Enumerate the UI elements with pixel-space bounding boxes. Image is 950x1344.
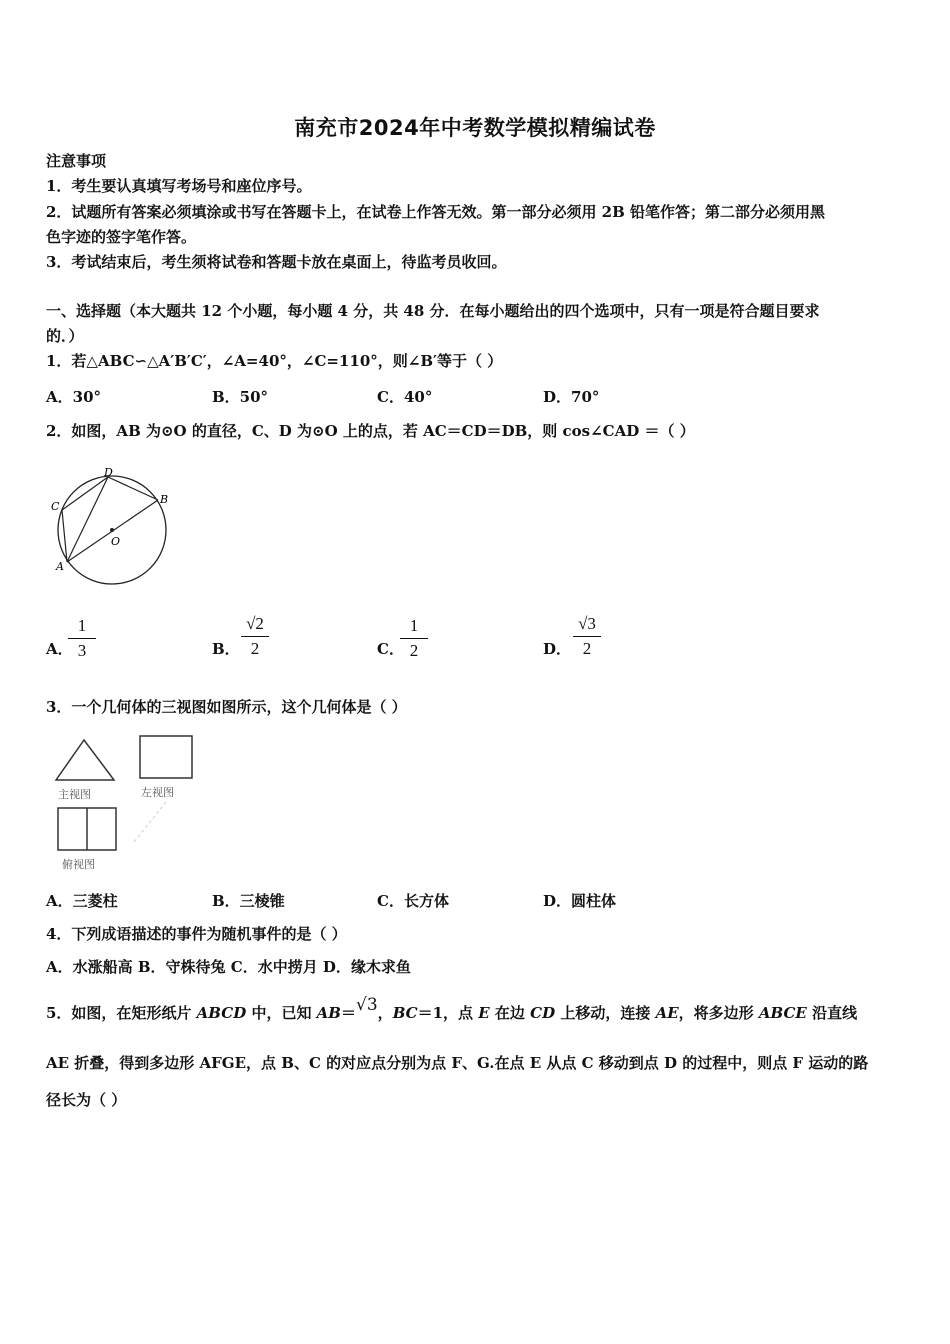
side-view-rectangle xyxy=(140,736,192,778)
question-5-line-1 xyxy=(46,995,858,1024)
question-3-stem: 3．一个几何体的三视图如图所示，这个几何体是（ ） xyxy=(46,698,407,716)
q2-option-b-fraction xyxy=(241,614,269,659)
q5-text: 中，已知 xyxy=(246,1004,317,1022)
label-a: A xyxy=(56,560,64,573)
notice-item: 色字迹的签字笔作答。 xyxy=(46,228,197,246)
q2-circle-figure xyxy=(46,458,176,593)
q5-var-cd: CD xyxy=(530,1004,556,1022)
q1-option-c: C．40° xyxy=(377,388,433,406)
q5-text: 上移动，连接 xyxy=(555,1004,656,1022)
label-b: B xyxy=(160,493,169,506)
section-heading-cont: 的．） xyxy=(46,327,84,345)
q2-option-c-label: C． xyxy=(377,640,404,658)
question-5-line-2: AE 折叠，得到多边形 AFGE，点 B、C 的对应点分别为点 F、G.在点 E 从点 C 移动到点 D 的过程中，则点 F 运动的路 xyxy=(46,1054,869,1072)
q3-three-views-figure xyxy=(48,730,208,875)
notice-item: 2．试题所有答案必须填涂或书写在答题卡上，在试卷上作答无效。第一部分必须用 2B 铅笔作答；第二部分必须用黑 xyxy=(46,203,826,221)
q5-text: 沿直线 xyxy=(806,1004,858,1022)
q5-var-ab: AB xyxy=(316,1004,341,1022)
denominator: 2 xyxy=(409,641,419,660)
section-heading: 一、选择题（本大题共 12 个小题，每小题 4 分，共 48 分．在每小题给出的四个选项中，只有一项是符合题目要求 xyxy=(46,302,820,320)
q2-option-a-label: A． xyxy=(46,640,73,658)
notice-item: 3．考试结束后，考生须将试卷和答题卡放在桌面上，待监考员收回。 xyxy=(46,253,507,271)
numerator: 1 xyxy=(409,616,419,635)
q2-option-b-label: B． xyxy=(212,640,240,658)
q5-var-ae: AE xyxy=(655,1004,679,1022)
numerator: 1 xyxy=(77,616,87,635)
question-1-stem: 1．若△ABC∽△A′B′C′，∠A=40°，∠C=110°，则∠B′等于（ ） xyxy=(46,352,503,370)
q5-text: ， xyxy=(377,1004,393,1022)
numerator: √3 xyxy=(578,614,596,633)
q3-option-a: A．三菱柱 xyxy=(46,892,118,910)
denominator: 2 xyxy=(582,639,592,658)
numerator: √2 xyxy=(246,614,264,633)
q5-var-abce: ABCE xyxy=(758,1004,807,1022)
q2-option-a-fraction xyxy=(68,616,96,661)
label-c: C xyxy=(51,500,60,513)
front-view-label: 主视图 xyxy=(58,788,91,801)
label-d: D xyxy=(104,466,113,479)
q2-option-d-fraction xyxy=(573,614,601,659)
denominator: 3 xyxy=(77,641,87,660)
q5-text: ，将多边形 xyxy=(678,1004,759,1022)
q4-options: A．水涨船高 B．守株待兔 C．水中捞月 D．缘木求鱼 xyxy=(46,958,411,976)
front-view-triangle xyxy=(56,740,114,780)
q5-text: ＝ xyxy=(341,1004,357,1022)
q2-option-c-fraction xyxy=(400,616,428,661)
top-view-label: 俯视图 xyxy=(62,858,95,871)
q5-text: 在边 xyxy=(489,1004,531,1022)
q5-text: 5．如图，在矩形纸片 xyxy=(46,1004,197,1022)
side-view-label: 左视图 xyxy=(141,786,174,799)
q5-var-e: E xyxy=(478,1004,490,1022)
q5-var-bc: BC xyxy=(392,1004,418,1022)
q3-option-c: C．长方体 xyxy=(377,892,449,910)
q5-var-abcd: ABCD xyxy=(196,1004,247,1022)
q1-option-b: B．50° xyxy=(212,388,269,406)
q3-option-b: B．三棱锥 xyxy=(212,892,285,910)
q1-option-a: A．30° xyxy=(46,388,102,406)
q2-option-d-label: D． xyxy=(543,640,572,658)
question-5-line-3: 径长为（ ） xyxy=(46,1091,127,1109)
question-2-stem: 2．如图，AB 为⊙O 的直径，C、D 为⊙O 上的点，若 AC＝CD＝DB，则 cos∠CAD ＝（ ） xyxy=(46,422,695,440)
notice-heading: 注意事项 xyxy=(46,152,107,170)
q3-option-d: D．圆柱体 xyxy=(543,892,617,910)
label-o: O xyxy=(111,535,121,548)
q1-option-d: D．70° xyxy=(543,388,600,406)
q5-text: ＝1，点 xyxy=(417,1004,479,1022)
page-title: 南充市2024年中考数学模拟精编试卷 xyxy=(294,116,656,140)
question-4-stem: 4．下列成语描述的事件为随机事件的是（ ） xyxy=(46,925,347,943)
denominator: 2 xyxy=(250,639,260,658)
notice-item: 1．考生要认真填写考场号和座位序号。 xyxy=(46,177,312,195)
q5-sqrt3: √3 xyxy=(356,995,378,1015)
